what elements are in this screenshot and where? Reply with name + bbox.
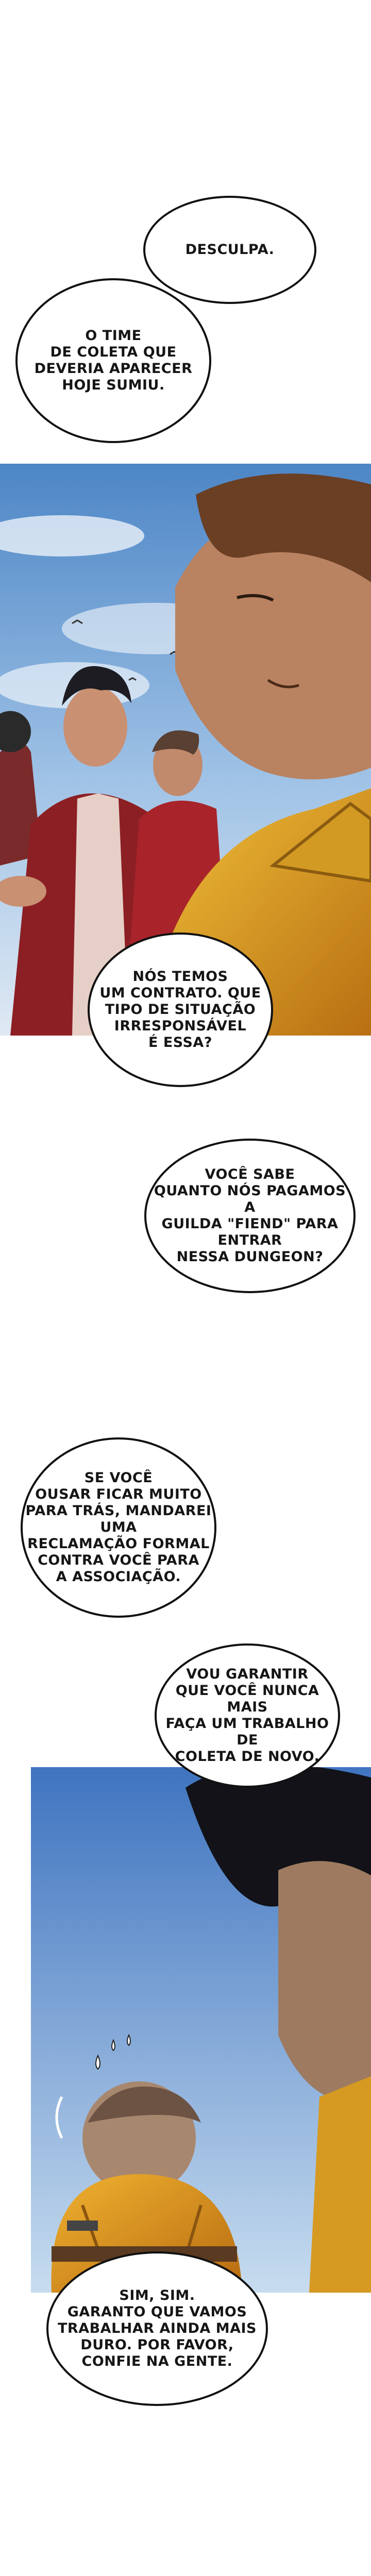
speech-bubble-guarantee (155, 1643, 340, 1788)
speech-bubble-payment (144, 1139, 356, 1293)
speech-text-reassurance: SIM, SIM. GARANTO QUE VAMOS TRABALHAR AINDA MAIS DURO. POR FAVOR, CONFIE NA GENTE. (58, 2287, 257, 2369)
speech-bubble-team-missing (15, 278, 211, 443)
speech-bubble-reassurance (46, 2251, 268, 2406)
speech-text-payment: VOCÊ SABE QUANTO NÓS PAGAMOS A GUILDA "FIEND" PARA ENTRAR NESSA DUNGEON? (154, 1166, 346, 1265)
speech-text-guarantee: VOU GARANTIR QUE VOCÊ NUNCA MAIS FAÇA UM TRABALHO DE COLETA DE NOVO. (165, 1666, 329, 1765)
panel-worker-apologizing (31, 1767, 371, 2293)
speech-bubble-complaint (21, 1437, 216, 1618)
speech-text-team-missing: O TIME DE COLETA QUE DEVERIA APARECER HOJE SUMIU. (34, 328, 193, 393)
speech-text-apology: DESCULPA. (185, 242, 275, 258)
panel-2-illustration (31, 1767, 371, 2293)
speech-text-contract: NÓS TEMOS UM CONTRATO. QUE TIPO DE SITUAÇÃO IRRESPONSÁVEL É ESSA? (99, 969, 261, 1050)
speech-bubble-apology (143, 196, 316, 304)
leader-face (63, 686, 127, 767)
speech-bubble-contract (88, 933, 273, 1087)
speech-text-complaint: SE VOCÊ OUSAR FICAR MUITO PARA TRÁS, MANDAREI UMA RECLAMAÇÃO FORMAL CONTRA VOCÊ PARA A ASSOCIAÇÃO. (25, 1470, 212, 1585)
